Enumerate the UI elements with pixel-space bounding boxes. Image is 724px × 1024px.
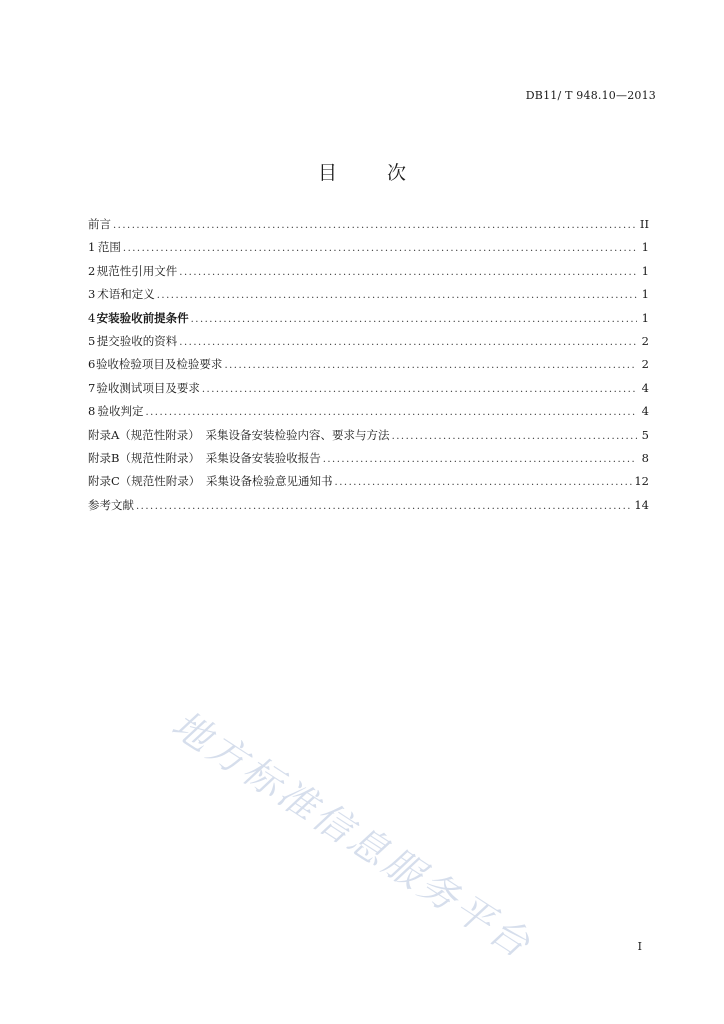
toc-entry-appendix-a[interactable]: [88, 424, 649, 447]
toc-entry-label: 安装验收前提条件: [96, 310, 189, 325]
toc-entry-appendix-c[interactable]: [88, 470, 649, 493]
toc-entry-number: 7: [88, 380, 96, 395]
toc-entry-label: 验收检验项目及检验要求: [95, 357, 223, 372]
toc-entry-scope[interactable]: [88, 236, 649, 259]
toc-leader-dots: [179, 331, 637, 354]
toc-leader-dots: [113, 214, 637, 237]
toc-leader-dots: [123, 237, 637, 260]
toc-entry-label: 范围: [97, 240, 121, 255]
toc-entry-number: 1: [88, 240, 96, 255]
toc-entry-page: 1: [641, 240, 649, 255]
toc-entry-page: II: [639, 217, 649, 231]
toc-entry-page: 2: [641, 357, 649, 372]
toc-leader-dots: [392, 425, 637, 448]
toc-entry-page: 8: [641, 450, 649, 465]
toc-leader-dots: [224, 354, 637, 377]
toc-leader-dots: [145, 401, 637, 424]
toc-entry-page: 12: [634, 474, 649, 489]
standard-code: DB11/ T 948.10—2013: [525, 89, 656, 102]
toc-entry-number: 2: [88, 263, 96, 278]
toc-entry-page: 1: [641, 287, 649, 302]
toc-entry-page: 4: [641, 404, 649, 419]
toc-entry-label: 提交验收的资料: [96, 333, 178, 348]
toc-entry-label: 参考文献: [88, 497, 134, 512]
toc-entry-prerequisites[interactable]: [88, 307, 649, 330]
toc-entry-label: 术语和定义: [97, 287, 155, 302]
toc-entry-test-items[interactable]: [88, 377, 649, 400]
toc-entry-judgement[interactable]: [88, 400, 649, 423]
toc-entry-number: 3: [88, 287, 96, 302]
toc-entry-page: 2: [641, 333, 649, 348]
toc-entry-number: 5: [88, 333, 96, 348]
toc-entry-page: 14: [634, 497, 649, 512]
toc-leader-dots: [191, 308, 637, 331]
toc-entry-label: 规范性引用文件: [96, 263, 178, 278]
toc-entry-label: 验收测试项目及要求: [96, 380, 200, 395]
toc-entry-page: 4: [641, 380, 649, 395]
toc-entry-foreword[interactable]: [88, 213, 649, 236]
toc-entry-page: 1: [641, 263, 649, 278]
toc-entry-documents[interactable]: [88, 330, 649, 353]
toc-entry-normative-references[interactable]: [88, 260, 649, 283]
toc-leader-dots: [179, 261, 637, 284]
toc-entry-terms[interactable]: [88, 283, 649, 306]
table-of-contents: [88, 213, 649, 517]
toc-entry-appendix-b[interactable]: [88, 447, 649, 470]
toc-entry-page: 5: [641, 427, 649, 442]
toc-entry-label: 前言: [88, 217, 111, 231]
toc-entry-number: 6: [88, 357, 96, 372]
page-number: I: [637, 940, 642, 953]
toc-leader-dots: [136, 495, 632, 518]
toc-entry-label: 附录C（规范性附录） 采集设备检验意见通知书: [88, 474, 333, 489]
toc-leader-dots: [323, 448, 637, 471]
toc-entry-label: 验收判定: [97, 404, 144, 419]
toc-leader-dots: [157, 284, 637, 307]
toc-entry-inspection-items[interactable]: [88, 353, 649, 376]
toc-entry-number: 4: [88, 310, 96, 325]
toc-entry-page: 1: [641, 310, 649, 325]
toc-leader-dots: [202, 378, 637, 401]
toc-entry-bibliography[interactable]: [88, 494, 649, 517]
toc-entry-label: 附录B（规范性附录） 采集设备安装验收报告: [88, 450, 321, 465]
watermark: 地方标准信息服务平台: [164, 701, 541, 968]
toc-title: 目 次: [317, 162, 429, 184]
toc-leader-dots: [335, 471, 633, 494]
toc-entry-label: 附录A（规范性附录） 采集设备安装检验内容、要求与方法: [88, 427, 390, 442]
toc-entry-number: 8: [88, 404, 96, 419]
